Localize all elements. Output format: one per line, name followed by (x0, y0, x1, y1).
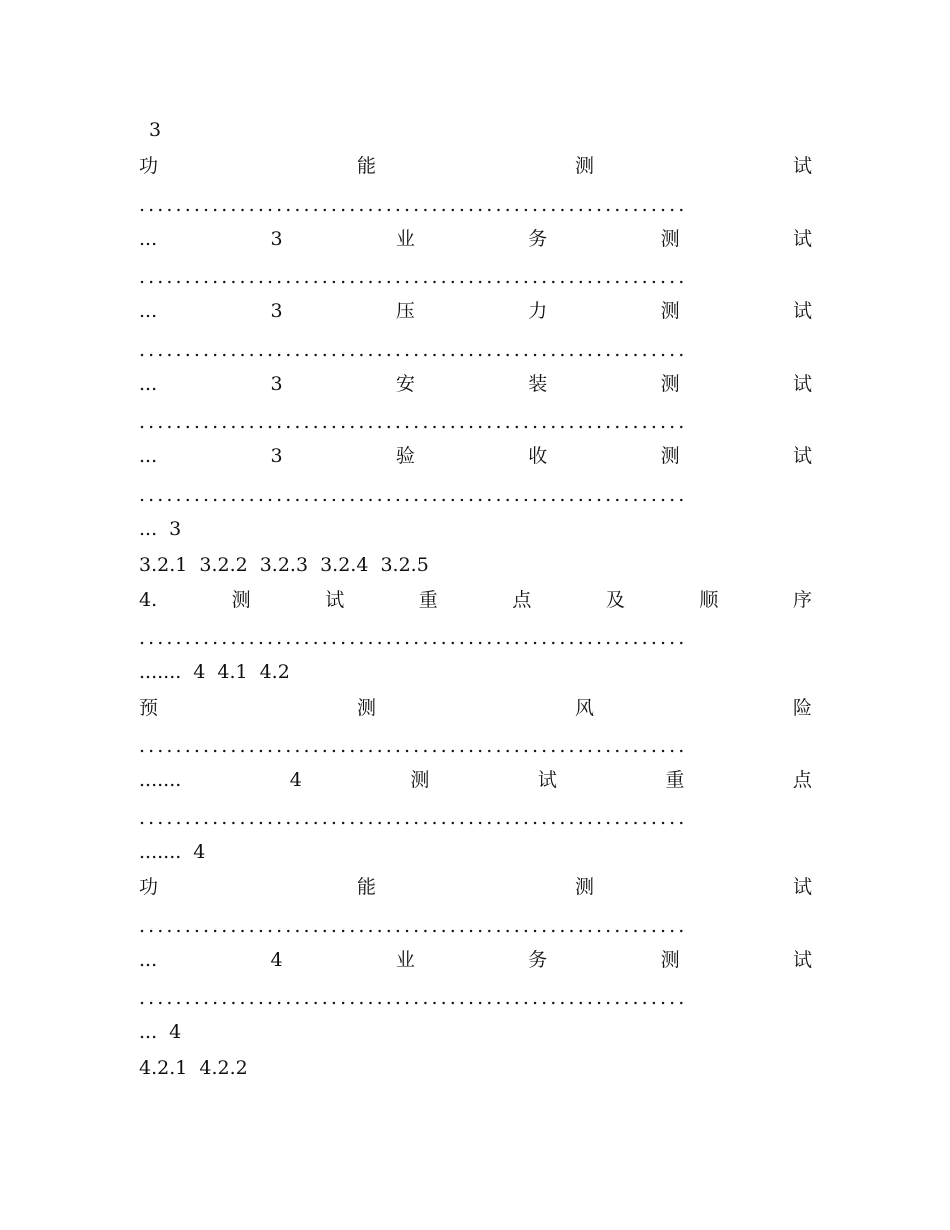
toc-token: 点 (792, 769, 812, 791)
toc-token: 装 (528, 373, 548, 395)
toc-leader-dots: ............................................................ (139, 627, 688, 649)
toc-token: 力 (528, 300, 548, 322)
toc-token: 测 (356, 697, 376, 719)
toc-leader-dots: ............................................................ (139, 987, 688, 1009)
toc-token: 能 (356, 876, 376, 898)
toc-token: 务 (528, 228, 548, 250)
toc-page-number: 4 (193, 661, 206, 683)
toc-token: ... (139, 1021, 158, 1043)
toc-token: ....... (139, 769, 182, 791)
toc-token: 风 (574, 697, 594, 719)
toc-token: 试 (792, 876, 812, 898)
toc-token: 3 (149, 119, 162, 141)
toc-section-number: 3.2.5 (380, 554, 429, 576)
toc-entry-line (139, 227, 812, 251)
toc-token: 点 (512, 589, 532, 611)
toc-token: ... (139, 373, 158, 395)
toc-entry-line (139, 299, 812, 323)
toc-page-number: 4 (193, 841, 206, 863)
toc-leader-dots: ............................................................ (139, 411, 688, 433)
toc-token: 业 (395, 949, 415, 971)
toc-token: 预 (139, 697, 159, 719)
toc-token: 测 (660, 949, 680, 971)
toc-token: 压 (395, 300, 415, 322)
toc-page-number: 3 (270, 373, 283, 395)
toc-section-numbers (139, 553, 812, 577)
toc-token: 测 (660, 228, 680, 250)
toc-token: 功 (139, 876, 159, 898)
toc-entry-line (139, 840, 812, 864)
toc-token: ... (139, 228, 158, 250)
toc-token: ....... (139, 841, 182, 863)
toc-section-number: 3.2.2 (199, 554, 248, 576)
toc-page-number: 3 (270, 228, 283, 250)
toc-page-number: 3 (270, 445, 283, 467)
toc-token: 功 (139, 155, 159, 177)
toc-token: 安 (395, 373, 415, 395)
toc-entry-line (139, 660, 812, 684)
toc-leader-dots: ............................................................ (139, 915, 688, 937)
toc-token: 务 (528, 949, 548, 971)
toc-leader-dots: ............................................................ (139, 735, 688, 757)
toc-token: 测 (574, 876, 594, 898)
toc-page-number: 4 (289, 769, 302, 791)
toc-token: 序 (792, 589, 812, 611)
toc-section-number: 3.2.3 (259, 554, 309, 576)
toc-entry-heading (139, 696, 812, 720)
toc-entry-line (139, 517, 812, 541)
toc-token: 试 (537, 769, 557, 791)
toc-token: ... (139, 949, 158, 971)
toc-token: 重 (665, 769, 685, 791)
toc-token: 能 (356, 155, 376, 177)
toc-token: 险 (792, 697, 812, 719)
toc-token: 测 (410, 769, 430, 791)
toc-token: 及 (605, 589, 625, 611)
toc-token: ....... (139, 661, 182, 683)
toc-entry-heading (139, 588, 812, 612)
toc-page-number: 4 (270, 949, 283, 971)
toc-token: 测 (574, 155, 594, 177)
toc-token: 试 (792, 373, 812, 395)
toc-entry-heading (139, 875, 812, 899)
toc-section-number: 4.1 (217, 661, 248, 683)
toc-page-number: 3 (270, 300, 283, 322)
toc-token: 收 (528, 445, 548, 467)
toc-section-number: 3.2.4 (320, 554, 369, 576)
toc-token: 重 (418, 589, 438, 611)
toc-token: 试 (792, 445, 812, 467)
toc-entry-line (139, 1020, 812, 1044)
toc-page-number-line (149, 118, 822, 142)
toc-section-number: 4.2.1 (139, 1057, 188, 1079)
toc-section-number: 3.2.1 (139, 554, 188, 576)
toc-section-numbers (139, 1056, 812, 1080)
toc-leader-dots: ............................................................ (139, 194, 688, 216)
toc-entry-heading (139, 154, 812, 178)
toc-entry-line (139, 948, 812, 972)
toc-page-number: 3 (169, 518, 182, 540)
toc-token: ... (139, 518, 158, 540)
toc-entry-line (139, 768, 812, 792)
toc-leader-dots: ............................................................ (139, 807, 688, 829)
toc-leader-dots: ............................................................ (139, 339, 688, 361)
toc-token: 测 (231, 589, 251, 611)
toc-token: 试 (792, 155, 812, 177)
toc-token: 顺 (699, 589, 719, 611)
toc-token: 测 (660, 445, 680, 467)
toc-token: 试 (325, 589, 345, 611)
toc-token: 测 (660, 373, 680, 395)
toc-token: 试 (792, 300, 812, 322)
toc-page-number: 4 (169, 1021, 182, 1043)
toc-token: 试 (792, 228, 812, 250)
toc-leader-dots: ............................................................ (139, 266, 688, 288)
toc-token: ... (139, 300, 158, 322)
toc-section-number: 4.2.2 (199, 1057, 248, 1079)
toc-section-number: 4.2 (259, 661, 290, 683)
toc-token: 业 (395, 228, 415, 250)
toc-entry-line (139, 444, 812, 468)
toc-leader-dots: ............................................................ (139, 484, 688, 506)
toc-section-number: 4. (139, 589, 158, 611)
toc-token: ... (139, 445, 158, 467)
toc-entry-line (139, 372, 812, 396)
toc-token: 验 (395, 445, 415, 467)
toc-token: 测 (660, 300, 680, 322)
toc-token: 试 (792, 949, 812, 971)
